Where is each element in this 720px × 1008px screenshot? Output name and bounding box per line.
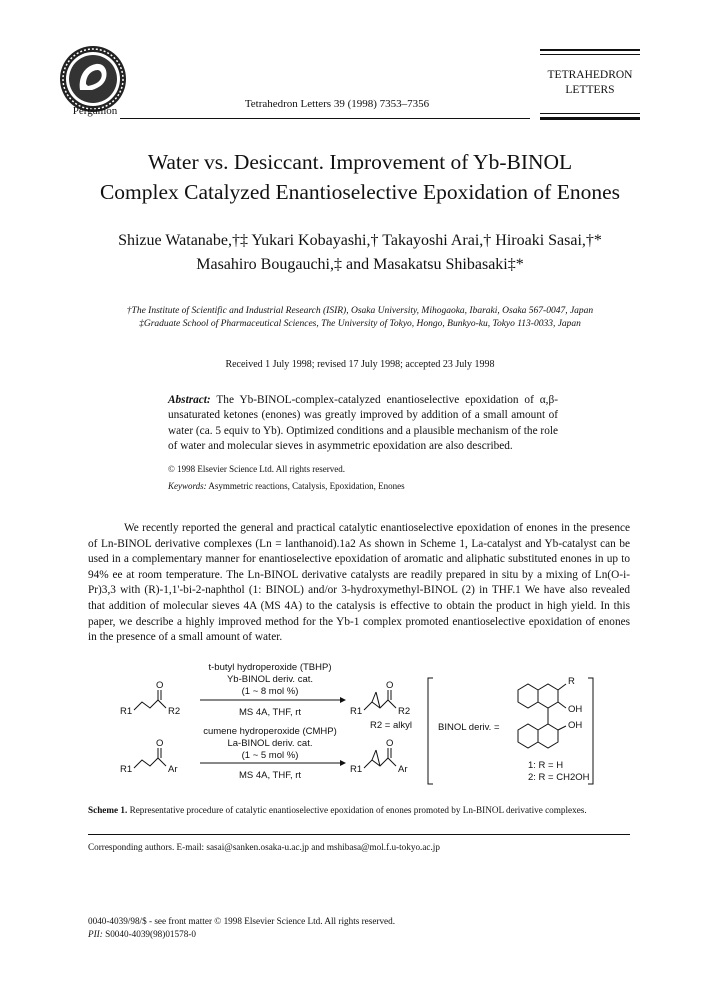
- enone-structure-1: [134, 690, 166, 710]
- keywords-label: Keywords:: [168, 481, 207, 491]
- journal-name: [540, 68, 640, 98]
- abstract-text: The Yb-BINOL-complex-catalyzed enantioselective epoxidation of α,β-unsaturated ketones (enones) was greatly improved by addition of a small amount of water (ca. 5 equiv to Yb). Optimized conditions and a plausible mechanism of the role of water and molecular sieves in asymmetric epoxidation are also described.: [168, 394, 558, 453]
- header-rule-bottom: [540, 113, 640, 114]
- row2-loading: (1 ~ 5 mol %): [241, 750, 299, 761]
- copyright-notice: © 1998 Elsevier Science Ltd. All rights reserved.: [168, 464, 346, 474]
- journal-name-line2: LETTERS: [565, 84, 615, 96]
- epoxide-structure-1: [364, 690, 396, 710]
- scheme-1-figure: [88, 660, 630, 800]
- pii-value: S0040-4039(98)01578-0: [102, 929, 196, 939]
- title-line2: Complex Catalyzed Enantioselective Epoxidation of Enones: [99, 180, 621, 204]
- authors-line1: Shizue Watanabe,†‡ Yukari Kobayashi,† Takayoshi Arai,† Hiroaki Sasai,†*: [118, 232, 602, 249]
- enone1-oxygen: O: [156, 680, 164, 691]
- header-rule-top: [540, 49, 640, 51]
- keywords-text: Asymmetric reactions, Catalysis, Epoxidation, Enones: [206, 481, 405, 491]
- author-list: [40, 229, 680, 277]
- row1-catalyst: Yb-BINOL deriv. cat.: [226, 674, 314, 685]
- footer: [88, 915, 630, 941]
- enone2-ar: Ar: [168, 764, 178, 775]
- row1-arrowhead: [340, 697, 346, 703]
- binol-label: BINOL deriv. =: [438, 722, 500, 733]
- journal-citation: Tetrahedron Letters 39 (1998) 7353–7356: [244, 98, 430, 110]
- epoxide1-oxygen: O: [386, 680, 394, 691]
- publisher-name: Pergamon: [72, 105, 118, 117]
- article-title: [40, 147, 680, 207]
- authors-line2: Masahiro Bougauchi,‡ and Masakatsu Shibasaki‡*: [196, 256, 524, 273]
- received-dates: Received 1 July 1998; revised 17 July 1998; accepted 23 July 1998: [225, 359, 495, 370]
- journal-name-line1: TETRAHEDRON: [547, 69, 633, 81]
- header-rule-bottom2: [540, 117, 640, 120]
- footnote-rule: [88, 834, 630, 835]
- corresponding-authors: Corresponding authors. E-mail: sasai@sanken.osaka-u.ac.jp and mshibasa@mol.f.u-tokyo.ac.jp: [88, 842, 440, 852]
- row1-oxidant: t-butyl hydroperoxide (TBHP): [208, 662, 332, 673]
- body-paragraph: We recently reported the general and practical catalytic enantioselective epoxidation of enones in the presence of Ln-BINOL derivative complexes (Ln = lanthanoid).1a2 As shown in Scheme 1, La-catalyst and Yb-catalyst can be used in a complementary manner for enantioselective epoxidation of aromatic and aliphatic substituted enones in up to 94% ee at room temperature. The Ln-BINOL derivative catalysts are readily prepared in situ by a mixing of Ln(O-i-Pr)3,3 with (R)-1,1'-bi-2-naphthol (1: BINOL) and/or 3-hydroxymethyl-BINOL (2) in THF.1 We have also revealed that addition of molecular sieves 4A (MS 4A) to the catalysis is effective to obtain the product in high yield. In this paper, we describe a highly improved method for the Yb-1 complex promoted enantioselective epoxidation of enones in the presence of a small amount of water.: [88, 522, 630, 644]
- compound-1: 1: R = H: [528, 760, 564, 771]
- row2-arrowhead: [340, 760, 346, 766]
- header-rule-top2: [540, 54, 640, 55]
- binol-oh-1: OH: [568, 704, 583, 715]
- affiliation-1: †The Institute of Scientific and Industrial Research (ISIR), Osaka University, Mihogaoka, Ibaraki, Osaka 567-0047, Japan: [126, 306, 594, 316]
- enone1-r1: R1: [120, 706, 133, 717]
- epoxide1-r2: R2: [398, 706, 411, 717]
- elsevier-logo-icon: [58, 44, 128, 114]
- epoxide-structure-2: [364, 748, 396, 768]
- affiliations: [40, 305, 680, 331]
- abstract-label: Abstract:: [168, 394, 211, 406]
- scheme-caption: [88, 803, 630, 818]
- keywords: [168, 481, 558, 491]
- row1-loading: (1 ~ 8 mol %): [241, 686, 299, 697]
- header-rule-full: [120, 118, 530, 119]
- row1-conditions: MS 4A, THF, rt: [238, 707, 302, 718]
- row2-oxidant: cumene hydroperoxide (CMHP): [203, 726, 337, 737]
- issn-line: 0040-4039/98/$ - see front matter © 1998 Elsevier Science Ltd. All rights reserved.: [88, 916, 396, 926]
- epoxide2-oxygen: O: [386, 738, 394, 749]
- enone2-oxygen: O: [156, 738, 164, 749]
- binol-r: R: [568, 676, 575, 687]
- row2-conditions: MS 4A, THF, rt: [238, 770, 302, 781]
- binol-oh-2: OH: [568, 720, 583, 731]
- abstract: [168, 393, 558, 455]
- title-line1: Water vs. Desiccant. Improvement of Yb-BINOL: [147, 150, 573, 174]
- epoxide2-r1: R1: [350, 764, 363, 775]
- epoxide2-ar: Ar: [398, 764, 408, 775]
- binol-structure: [518, 684, 566, 748]
- compound-2: 2: R = CH2OH: [528, 772, 590, 783]
- affiliation-2: ‡Graduate School of Pharmaceutical Sciences, The University of Tokyo, Hongo, Bunkyo-ku, Tokyo 113-0033, Japan: [139, 319, 581, 329]
- enone1-r2: R2: [168, 706, 181, 717]
- caption-label: Scheme 1.: [88, 805, 128, 815]
- caption-text: Representative procedure of catalytic enantioselective epoxidation of enones promoted by Ln-BINOL derivative complexes.: [127, 805, 587, 815]
- epoxide1-note: R2 = alkyl: [370, 720, 412, 731]
- pii-line: [88, 928, 630, 941]
- enone-structure-2: [134, 748, 166, 768]
- row2-catalyst: La-BINOL deriv. cat.: [227, 738, 313, 749]
- enone2-r1: R1: [120, 764, 133, 775]
- pii-label: PII:: [88, 929, 103, 939]
- epoxide1-r1: R1: [350, 706, 363, 717]
